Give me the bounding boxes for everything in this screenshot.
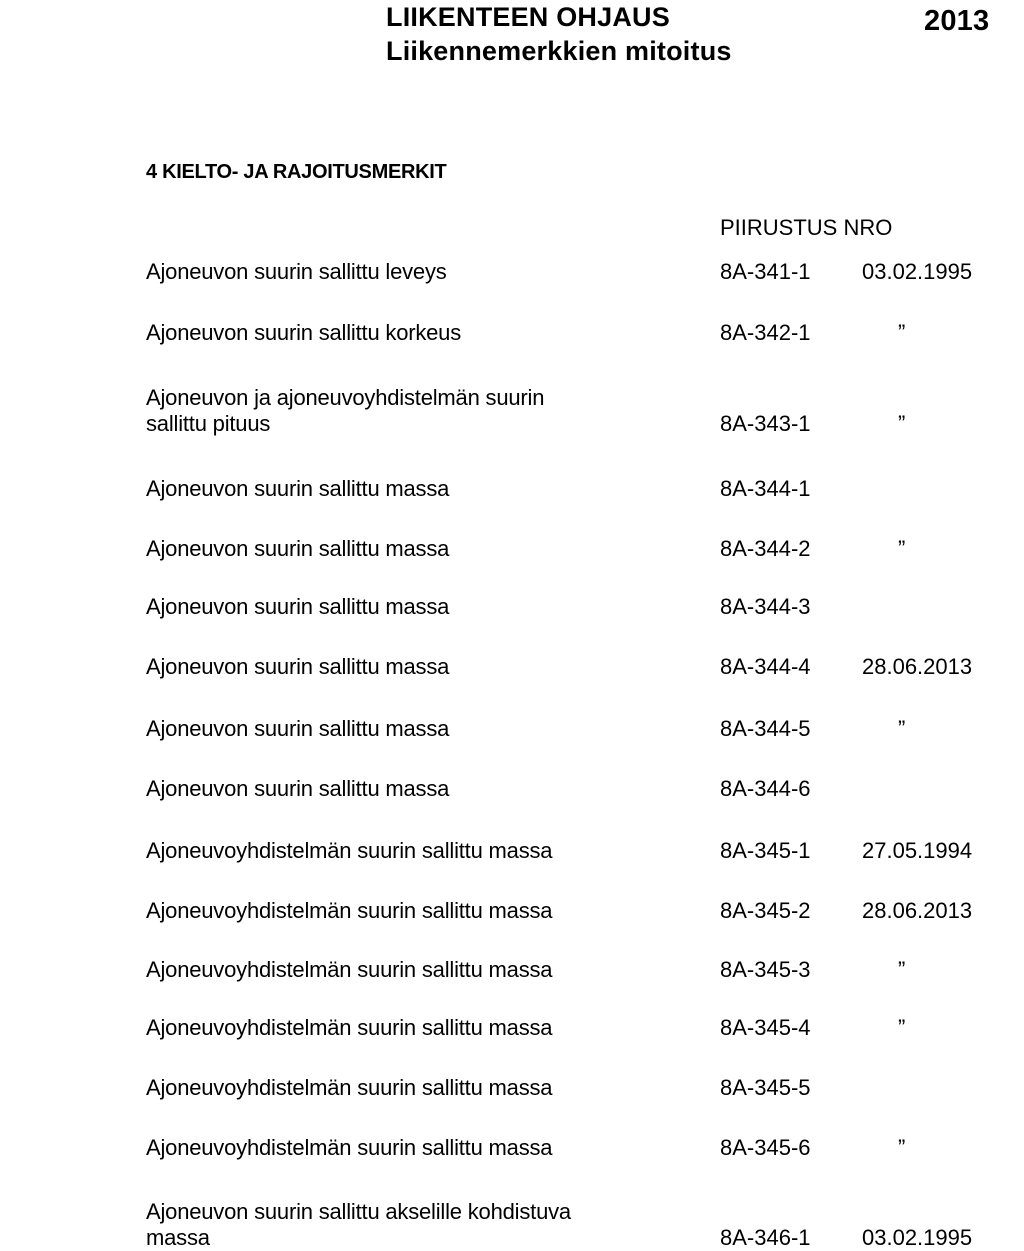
item-description-text: Ajoneuvoyhdistelmän suurin sallittu massa <box>146 957 553 982</box>
item-description-text: Ajoneuvon suurin sallittu massa <box>146 476 450 501</box>
drawing-number: 8A-344-6 <box>720 776 811 801</box>
item-description-line1: Ajoneuvon suurin sallittu akselille kohdistuva <box>146 1199 571 1224</box>
ditto-mark: ” <box>898 1135 906 1160</box>
item-description <box>146 838 552 864</box>
drawing-number: 8A-345-5 <box>720 1075 811 1100</box>
item-description-text: Ajoneuvon suurin sallittu massa <box>146 654 450 679</box>
drawing-number: 8A-344-4 <box>720 654 811 679</box>
drawing-number: 8A-346-1 <box>720 1225 811 1250</box>
item-description <box>146 385 544 437</box>
column-header-drawing-number: PIIRUSTUS NRO <box>720 215 893 240</box>
item-description-text: Ajoneuvoyhdistelmän suurin sallittu massa <box>146 898 553 923</box>
item-description <box>146 776 449 802</box>
item-description-text: Ajoneuvon suurin sallittu massa <box>146 776 450 801</box>
drawing-number: 8A-344-2 <box>720 536 811 561</box>
drawing-number: 8A-343-1 <box>720 411 811 436</box>
ditto-mark: ” <box>898 716 906 741</box>
ditto-mark: ” <box>898 536 906 561</box>
item-description-text: Ajoneuvon suurin sallittu massa <box>146 536 450 561</box>
item-description <box>146 259 447 285</box>
item-description <box>146 320 461 346</box>
drawing-number: 8A-345-2 <box>720 898 811 923</box>
item-description-text: Ajoneuvon suurin sallittu massa <box>146 594 450 619</box>
drawing-number: 8A-345-1 <box>720 838 811 863</box>
drawing-date: 03.02.1995 <box>862 259 973 284</box>
drawing-date: 27.05.1994 <box>862 838 973 863</box>
drawing-number: 8A-344-5 <box>720 716 811 741</box>
drawing-date: 03.02.1995 <box>862 1225 973 1250</box>
document-year: 2013 <box>924 5 990 37</box>
item-description-text: Ajoneuvon suurin sallittu massa <box>146 716 450 741</box>
drawing-number: 8A-345-4 <box>720 1015 811 1040</box>
drawing-number: 8A-342-1 <box>720 320 811 345</box>
ditto-mark: ” <box>898 957 906 982</box>
item-description-text: Ajoneuvoyhdistelmän suurin sallittu massa <box>146 1015 553 1040</box>
drawing-date: 28.06.2013 <box>862 654 973 679</box>
ditto-mark: ” <box>898 1015 906 1040</box>
item-description <box>146 1015 552 1041</box>
item-description <box>146 536 449 562</box>
drawing-number: 8A-344-3 <box>720 594 811 619</box>
ditto-mark: ” <box>898 411 906 436</box>
drawing-number: 8A-345-6 <box>720 1135 811 1160</box>
item-description <box>146 1135 552 1161</box>
item-description-text: Ajoneuvon suurin sallittu korkeus <box>146 320 462 345</box>
document-subtitle: Liikennemerkkien mitoitus <box>386 36 732 66</box>
item-description-text: massa <box>146 1225 210 1250</box>
item-description-text: Ajoneuvoyhdistelmän suurin sallittu massa <box>146 1075 553 1100</box>
section-title: 4 KIELTO- JA RAJOITUSMERKIT <box>146 161 447 183</box>
document-title: LIIKENTEEN OHJAUS <box>386 2 670 32</box>
item-description <box>146 957 552 983</box>
drawing-date: 28.06.2013 <box>862 898 973 923</box>
item-description <box>146 476 449 502</box>
item-description <box>146 716 449 742</box>
item-description <box>146 1075 552 1101</box>
item-description-text: Ajoneuvon suurin sallittu leveys <box>146 259 447 284</box>
item-description <box>146 654 449 680</box>
item-description <box>146 898 552 924</box>
ditto-mark: ” <box>898 320 906 345</box>
item-description-line1: Ajoneuvon ja ajoneuvoyhdistelmän suurin <box>146 385 545 410</box>
drawing-number: 8A-341-1 <box>720 259 811 284</box>
item-description <box>146 1199 571 1251</box>
item-description-text: Ajoneuvoyhdistelmän suurin sallittu massa <box>146 1135 553 1160</box>
item-description <box>146 594 449 620</box>
item-description-text: sallittu pituus <box>146 411 271 436</box>
drawing-number: 8A-344-1 <box>720 476 811 501</box>
item-description-text: Ajoneuvoyhdistelmän suurin sallittu massa <box>146 838 553 863</box>
drawing-number: 8A-345-3 <box>720 957 811 982</box>
